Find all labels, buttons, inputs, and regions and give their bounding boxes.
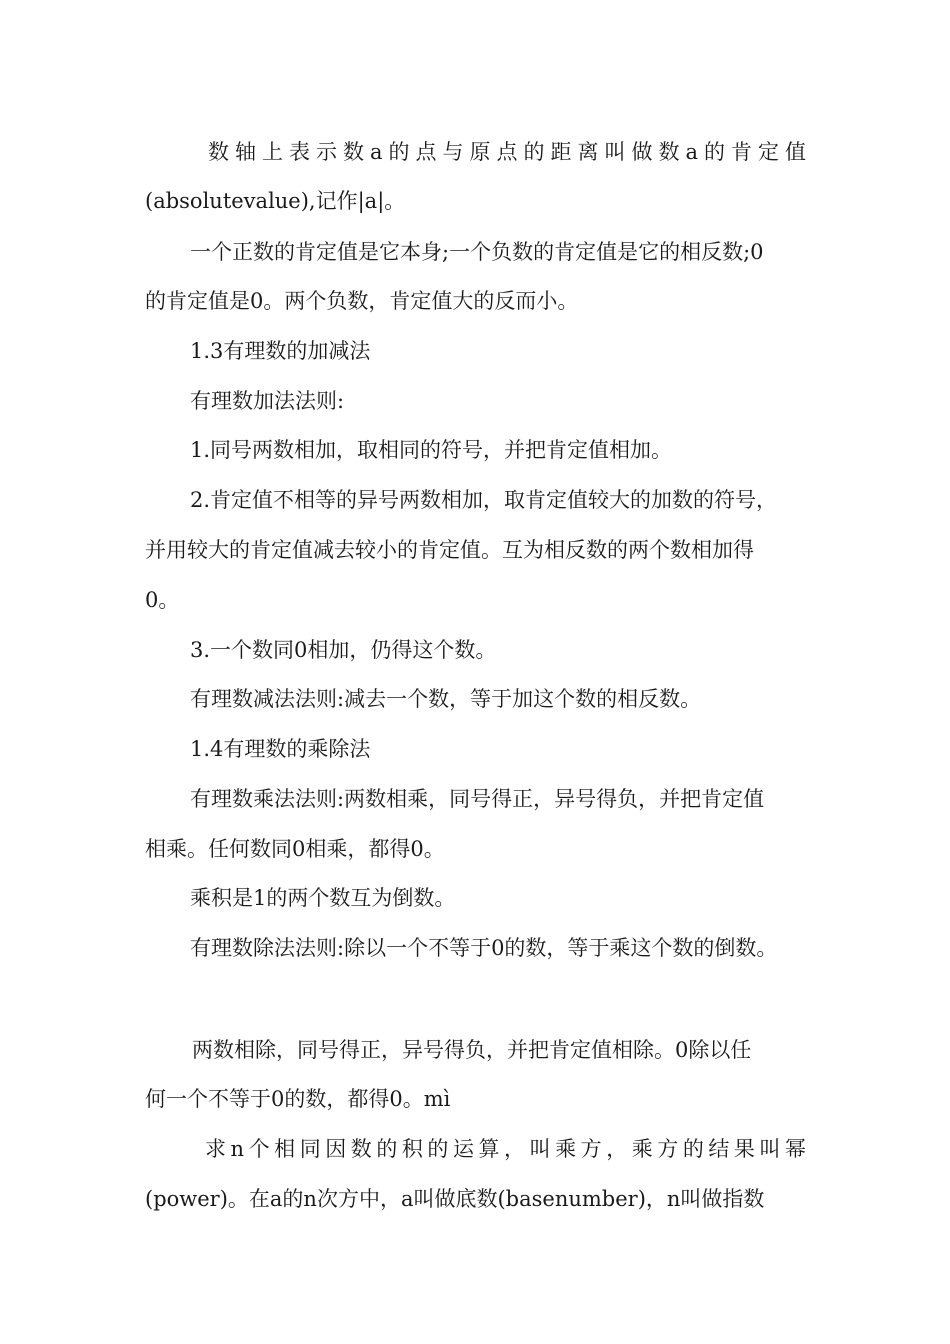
paragraph-line: 有理数除法法则:除以一个不等于0的数，等于乘这个数的倒数。 — [190, 936, 778, 960]
paragraph-line: 一个正数的肯定值是它本身;一个负数的肯定值是它的相反数;0 — [190, 240, 764, 264]
paragraph-line: 有理数加法法则: — [190, 389, 345, 413]
paragraph-line: 何一个不等于0的数，都得0。mì — [145, 1087, 451, 1111]
paragraph-line: 的肯定值是0。两个负数，肯定值大的反而小。 — [145, 289, 579, 313]
paragraph-line: 相乘。任何数同0相乘，都得0。 — [145, 837, 445, 861]
paragraph-line: 3.一个数同0相加，仍得这个数。 — [190, 638, 497, 662]
section-heading: 1.4有理数的乘除法 — [190, 737, 371, 761]
paragraph-line: 乘积是1的两个数互为倒数。 — [190, 886, 456, 910]
paragraph-line: (power)。在a的n次方中，a叫做底数(basenumber)，n叫做指数 — [145, 1187, 765, 1211]
paragraph-line: 0。 — [145, 588, 180, 612]
paragraph-line: 有理数乘法法则:两数相乘，同号得正，异号得负，并把肯定值 — [190, 787, 765, 811]
paragraph-line: 数轴上表示数a的点与原点的距离叫做数a的肯定值 — [208, 140, 806, 164]
paragraph-line: 并用较大的肯定值减去较小的肯定值。互为相反数的两个数相加得 — [145, 538, 754, 562]
paragraph-line: 2.肯定值不相等的异号两数相加，取肯定值较大的加数的符号， — [190, 488, 778, 512]
paragraph-line: 两数相除，同号得正，异号得负，并把肯定值相除。0除以任 — [192, 1038, 752, 1062]
section-heading: 1.3有理数的加减法 — [190, 339, 371, 363]
paragraph-line: 求n个相同因数的积的运算，叫乘方，乘方的结果叫幂 — [205, 1137, 806, 1161]
paragraph-line: 有理数减法法则:减去一个数，等于加这个数的相反数。 — [190, 687, 702, 711]
paragraph-line: 1.同号两数相加，取相同的符号，并把肯定值相加。 — [190, 438, 673, 462]
paragraph-line: (absolutevalue),记作|a|。 — [145, 189, 406, 213]
